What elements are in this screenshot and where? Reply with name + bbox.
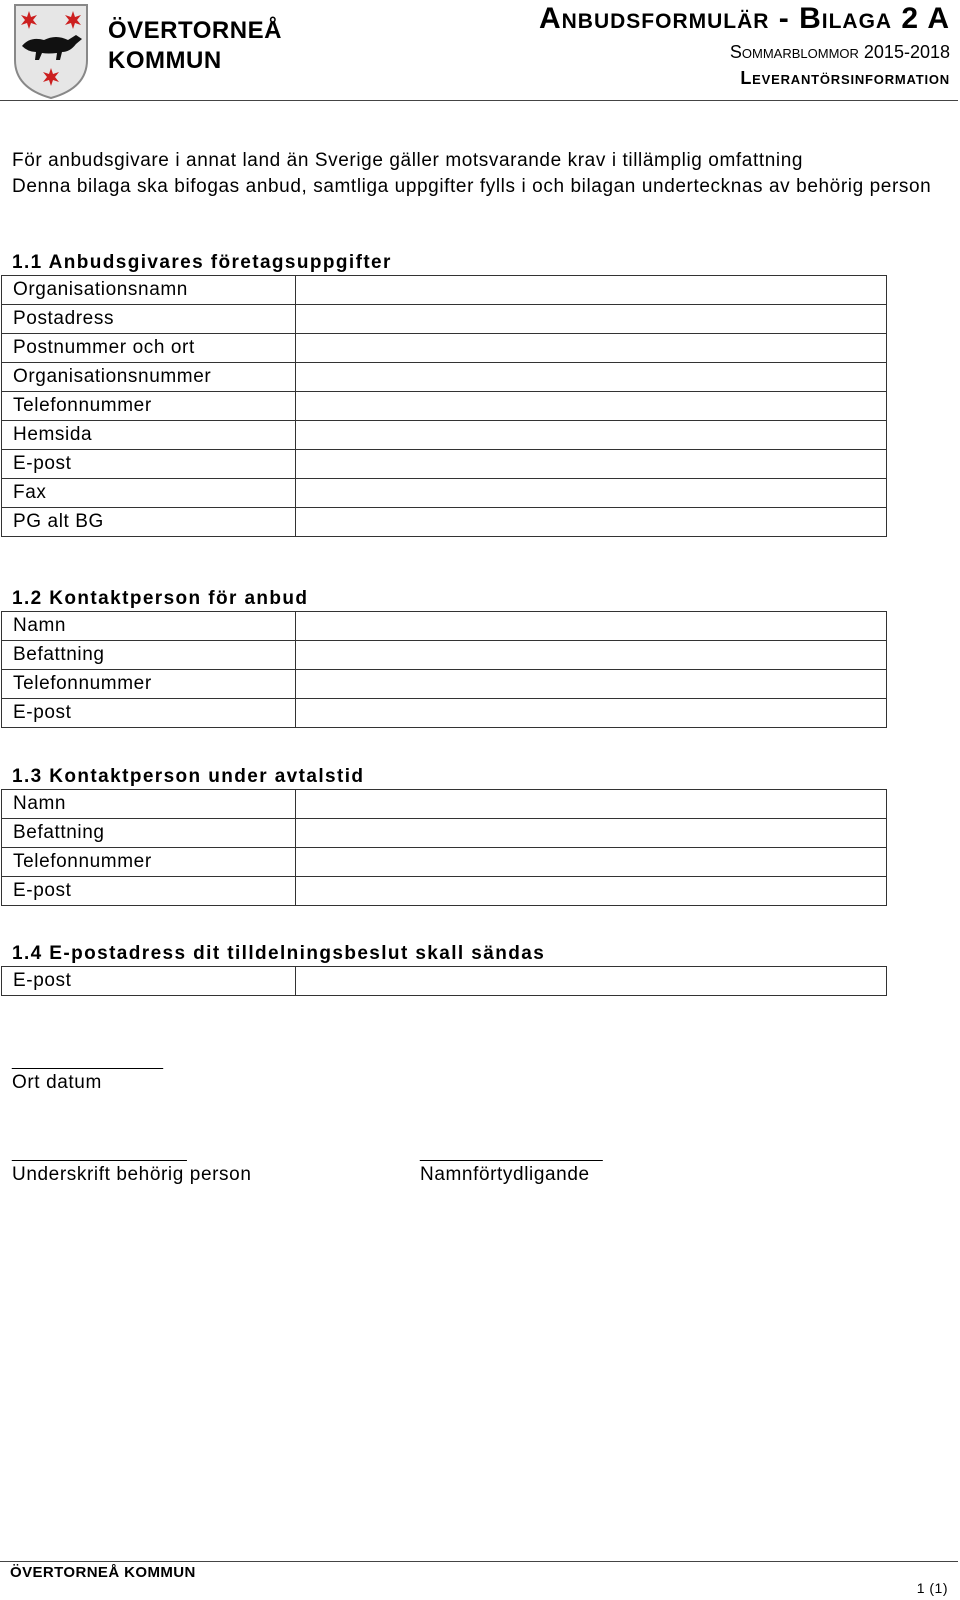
field-label: Namn — [2, 612, 296, 641]
form-row — [2, 334, 887, 363]
field-value-cell[interactable] — [296, 699, 887, 728]
award-email-table — [1, 966, 887, 996]
field-value-cell[interactable] — [296, 363, 887, 392]
form-row — [2, 641, 887, 670]
signature-label: Underskrift behörig person — [12, 1164, 252, 1185]
form-row — [2, 276, 887, 305]
municipality-crest — [12, 2, 90, 100]
field-label: PG alt BG — [2, 508, 296, 537]
field-label: Befattning — [2, 641, 296, 670]
field-label: Telefonnummer — [2, 848, 296, 877]
form-row — [2, 877, 887, 906]
form-row — [2, 479, 887, 508]
place-date-label: Ort datum — [12, 1072, 102, 1093]
form-row — [2, 670, 887, 699]
field-value-cell[interactable] — [296, 670, 887, 699]
place-date-line: ___________________ — [12, 1053, 163, 1070]
field-value-cell[interactable] — [296, 334, 887, 363]
document-title: Anbudsformulär - Bilaga 2 A — [538, 2, 950, 35]
footer-divider — [0, 1561, 958, 1562]
field-label: Organisationsnamn — [2, 276, 296, 305]
field-label: Hemsida — [2, 421, 296, 450]
form-row — [2, 363, 887, 392]
field-value-cell[interactable] — [296, 479, 887, 508]
form-row — [2, 699, 887, 728]
field-value-cell[interactable] — [296, 641, 887, 670]
municipality-line2: KOMMUN — [108, 47, 222, 74]
document-subtitle: Sommarblommor 2015-2018 — [729, 42, 950, 62]
field-value-cell[interactable] — [296, 305, 887, 334]
field-label: Organisationsnummer — [2, 363, 296, 392]
form-row — [2, 305, 887, 334]
name-clarification-label: Namnförtydligande — [420, 1164, 590, 1185]
municipality-line1: ÖVERTORNEÅ — [108, 17, 282, 44]
footer-municipality: ÖVERTORNEÅ KOMMUN — [10, 1564, 196, 1581]
field-value-cell[interactable] — [296, 392, 887, 421]
field-value-cell[interactable] — [296, 421, 887, 450]
section-heading-award-email: 1.4 E-postadress dit tilldelningsbeslut skall sändas — [12, 943, 546, 964]
field-value-cell[interactable] — [296, 612, 887, 641]
field-label: Postadress — [2, 305, 296, 334]
municipality-name — [108, 16, 282, 76]
intro-line-2: Denna bilaga ska bifogas anbud, samtliga uppgifter fylls i och bilagan undertecknas av behörig person — [12, 175, 932, 197]
form-row — [2, 450, 887, 479]
field-label: E-post — [2, 877, 296, 906]
header-divider — [0, 100, 958, 101]
page-number: 1 (1) — [916, 1580, 948, 1596]
field-value-cell[interactable] — [296, 877, 887, 906]
section-heading-contract-contact: 1.3 Kontaktperson under avtalstid — [12, 766, 365, 787]
intro-text — [12, 148, 947, 199]
field-label: E-post — [2, 450, 296, 479]
field-label: Befattning — [2, 819, 296, 848]
field-label: Telefonnummer — [2, 670, 296, 699]
signature-line: ______________________ — [12, 1145, 186, 1162]
field-label: Telefonnummer — [2, 392, 296, 421]
form-row — [2, 421, 887, 450]
field-label: E-post — [2, 699, 296, 728]
field-value-cell[interactable] — [296, 508, 887, 537]
field-value-cell[interactable] — [296, 276, 887, 305]
field-value-cell[interactable] — [296, 967, 887, 996]
form-row — [2, 392, 887, 421]
field-value-cell[interactable] — [296, 790, 887, 819]
form-row — [2, 790, 887, 819]
bid-contact-table — [1, 611, 887, 728]
field-label: Fax — [2, 479, 296, 508]
form-row — [2, 967, 887, 996]
form-row — [2, 508, 887, 537]
form-row — [2, 848, 887, 877]
field-value-cell[interactable] — [296, 819, 887, 848]
form-row — [2, 612, 887, 641]
field-label: Postnummer och ort — [2, 334, 296, 363]
field-value-cell[interactable] — [296, 450, 887, 479]
intro-line-1: För anbudsgivare i annat land än Sverige gäller motsvarande krav i tillämplig omfattning — [12, 150, 804, 171]
document-section-title: Leverantörsinformation — [740, 68, 950, 88]
contract-contact-table — [1, 789, 887, 906]
section-heading-bid-contact: 1.2 Kontaktperson för anbud — [12, 588, 309, 609]
section-heading-company: 1.1 Anbudsgivares företagsuppgifter — [12, 252, 392, 273]
form-row — [2, 819, 887, 848]
name-clarification-line: _______________________ — [420, 1145, 602, 1162]
field-label: Namn — [2, 790, 296, 819]
field-label: E-post — [2, 967, 296, 996]
company-info-table — [1, 275, 887, 537]
field-value-cell[interactable] — [296, 848, 887, 877]
